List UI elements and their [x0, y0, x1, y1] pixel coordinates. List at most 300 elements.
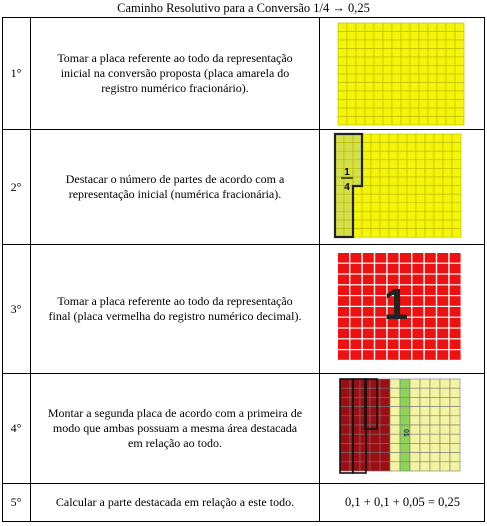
grid-cell: [335, 134, 344, 143]
grid-cell: [419, 91, 428, 100]
grid-cell: [392, 32, 401, 41]
grid-cell: [356, 117, 365, 126]
step-description: Destacar o número de partes de acordo com a representação inicial (numérica fracionária).: [65, 172, 285, 201]
grid-cell: [416, 143, 425, 152]
red-square: [375, 264, 386, 274]
red-square: [338, 350, 349, 360]
red-square: [425, 296, 436, 306]
grid-cell: [450, 443, 460, 452]
grid-cell: [407, 220, 416, 229]
grid-cell: [353, 168, 362, 177]
red-square: [363, 350, 374, 360]
grid-cell: [434, 203, 443, 212]
red-square: [412, 264, 423, 274]
grid-cell: [425, 229, 434, 238]
grid-cell: [416, 203, 425, 212]
grid-cell: [360, 434, 370, 443]
red-square: [400, 339, 411, 349]
grid-cell: [356, 100, 365, 109]
grid-cell: [450, 453, 460, 462]
grid-cell: [410, 108, 419, 117]
grid-cell: [347, 117, 356, 126]
grid-cell: [443, 134, 452, 143]
grid-cell: [401, 40, 410, 49]
grid-cell: [425, 143, 434, 152]
grid-cell: [370, 407, 380, 416]
grid-cell: [389, 151, 398, 160]
grid-cell: [401, 57, 410, 66]
grid-cell: [365, 117, 374, 126]
grid-cell: [419, 108, 428, 117]
grid-cell: [380, 397, 390, 406]
grid-cell: [350, 462, 360, 471]
grid-cell: [434, 177, 443, 186]
grid-cell: [419, 83, 428, 92]
grid-cell: [420, 462, 430, 471]
grid-cell: [420, 416, 430, 425]
grid-cell: [390, 379, 400, 388]
grid-cell: [419, 49, 428, 58]
grid-cell: [374, 66, 383, 75]
grid-cell: [347, 108, 356, 117]
grid-cell: [365, 23, 374, 32]
grid-cell: [383, 40, 392, 49]
grid-cell: [446, 23, 455, 32]
grid-cell: [446, 117, 455, 126]
grid-cell: [419, 32, 428, 41]
grid-cell: [440, 434, 450, 443]
grid-cell: [434, 220, 443, 229]
grid-cell: [425, 203, 434, 212]
grid-cell: [434, 151, 443, 160]
grid-cell: [450, 388, 460, 397]
grid-cell: [380, 203, 389, 212]
grid-cell: [407, 134, 416, 143]
grid-cell: [410, 32, 419, 41]
grid-cell: [428, 66, 437, 75]
grid-cell: [338, 83, 347, 92]
red-square: [412, 350, 423, 360]
red-square: [450, 296, 461, 306]
grid-cell: [344, 203, 353, 212]
grid-cell: [450, 379, 460, 388]
grid-cell: [455, 32, 464, 41]
grid-cell: [428, 100, 437, 109]
grid-cell: [410, 443, 420, 452]
grid-cell: [400, 443, 410, 452]
grid-cell: [360, 453, 370, 462]
grid-cell: [383, 74, 392, 83]
red-square: [350, 275, 361, 285]
red-square: [450, 339, 461, 349]
grid-cell: [440, 416, 450, 425]
grid-cell: [420, 453, 430, 462]
grid-cell: [353, 134, 362, 143]
grid-cell: [450, 407, 460, 416]
grid-cell: [380, 168, 389, 177]
grid-cell: [443, 220, 452, 229]
fraction-denominator: 4: [344, 182, 350, 193]
grid-cell: [446, 100, 455, 109]
grid-cell: [370, 388, 380, 397]
grid-cell: [371, 168, 380, 177]
grid-cell: [455, 66, 464, 75]
grid-cell: [344, 143, 353, 152]
grid-cell: [443, 194, 452, 203]
grid-cell: [370, 462, 380, 471]
grid-cell: [370, 397, 380, 406]
grid-cell: [340, 379, 350, 388]
red-square: [388, 253, 399, 263]
grid-cell: [362, 177, 371, 186]
grid-cell: [452, 143, 461, 152]
conversion-table: [2, 0, 485, 522]
grid-cell: [374, 74, 383, 83]
grid-cell: [380, 177, 389, 186]
grid-cell: [350, 397, 360, 406]
grid-cell: [434, 211, 443, 220]
grid-cell: [335, 194, 344, 203]
grid-cell: [335, 186, 344, 195]
grid-cell: [440, 397, 450, 406]
grid-cell: [338, 32, 347, 41]
grid-cell: [335, 160, 344, 169]
grid-cell: [356, 32, 365, 41]
grid-cell: [374, 49, 383, 58]
grid-cell: [434, 186, 443, 195]
grid-cell: [353, 151, 362, 160]
grid-cell: [360, 462, 370, 471]
grid-cell: [410, 66, 419, 75]
red-square: [375, 253, 386, 263]
grid-cell: [452, 203, 461, 212]
grid-cell: [380, 462, 390, 471]
red-square: [338, 253, 349, 263]
grid-cell: [443, 203, 452, 212]
red-square: [338, 318, 349, 328]
grid-cell: [398, 186, 407, 195]
grid-cell: [335, 203, 344, 212]
grid-cell: [390, 425, 400, 434]
grid-cell: [401, 32, 410, 41]
grid-cell: [353, 160, 362, 169]
red-square: [412, 339, 423, 349]
red-square: [437, 253, 448, 263]
grid-cell: [410, 57, 419, 66]
grid-cell: [392, 74, 401, 83]
grid-cell: [383, 83, 392, 92]
grid-cell: [452, 211, 461, 220]
grid-cell: [430, 425, 440, 434]
grid-cell: [380, 443, 390, 452]
grid-cell: [455, 83, 464, 92]
red-square: [350, 253, 361, 263]
grid-cell: [410, 425, 420, 434]
grid-cell: [452, 220, 461, 229]
grid-cell: [437, 57, 446, 66]
grid-cell: [443, 143, 452, 152]
grid-cell: [440, 407, 450, 416]
grid-cell: [410, 100, 419, 109]
red-square: [437, 296, 448, 306]
grid-cell: [392, 83, 401, 92]
step-description: Tomar a placa referente ao todo da representação final (placa vermelha do registro numérico decimal).: [48, 294, 302, 323]
grid-cell: [374, 108, 383, 117]
grid-cell: [389, 194, 398, 203]
grid-cell: [392, 23, 401, 32]
red-square: [450, 329, 461, 339]
grid-cell: [392, 91, 401, 100]
red-square: [425, 307, 436, 317]
grid-cell: [347, 40, 356, 49]
grid-cell: [362, 194, 371, 203]
grid-cell: [335, 220, 344, 229]
grid-cell: [353, 177, 362, 186]
grid-cell: [353, 211, 362, 220]
grid-cell: [370, 443, 380, 452]
grid-cell: [365, 83, 374, 92]
grid-cell: [390, 416, 400, 425]
red-square: [350, 285, 361, 295]
grid-cell: [419, 74, 428, 83]
red-square: [437, 285, 448, 295]
grid-cell: [407, 151, 416, 160]
red-square: [400, 264, 411, 274]
grid-cell: [416, 229, 425, 238]
grid-cell: [371, 194, 380, 203]
grid-cell: [440, 453, 450, 462]
grid-cell: [400, 462, 410, 471]
red-square: [437, 329, 448, 339]
grid-cell: [419, 117, 428, 126]
grid-cell: [450, 425, 460, 434]
grid-cell: [437, 49, 446, 58]
grid-cell: [437, 100, 446, 109]
grid-cell: [353, 194, 362, 203]
grid-cell: [430, 416, 440, 425]
grid-cell: [392, 108, 401, 117]
grid-cell: [365, 91, 374, 100]
grid-cell: [380, 160, 389, 169]
grid-cell: [410, 407, 420, 416]
grid-cell: [401, 23, 410, 32]
grid-cell: [407, 168, 416, 177]
grid-cell: [398, 151, 407, 160]
grid-cell: [434, 143, 443, 152]
grid-cell: [338, 91, 347, 100]
red-square: [400, 350, 411, 360]
grid-cell: [374, 40, 383, 49]
grid-cell: [338, 66, 347, 75]
grid-cell: [401, 49, 410, 58]
grid-cell: [390, 453, 400, 462]
grid-cell: [340, 388, 350, 397]
red-square: [375, 350, 386, 360]
grid-cell: [437, 83, 446, 92]
grid-cell: [338, 74, 347, 83]
grid-cell: [380, 211, 389, 220]
red-square: [350, 307, 361, 317]
grid-cell: [370, 379, 380, 388]
grid-cell: [401, 100, 410, 109]
grid-cell: [446, 57, 455, 66]
grid-cell: [430, 388, 440, 397]
grid-cell: [401, 83, 410, 92]
red-square: [363, 253, 374, 263]
red-square: [350, 339, 361, 349]
grid-cell: [425, 186, 434, 195]
grid-cell: [400, 388, 410, 397]
grid-cell: [425, 151, 434, 160]
grid-cell: [455, 40, 464, 49]
column-divider: [484, 17, 485, 522]
grid-cell: [344, 194, 353, 203]
step-description: Calcular a parte destacada em relação a este todo.: [55, 495, 295, 509]
grid-cell: [446, 49, 455, 58]
grid-cell: [452, 168, 461, 177]
grid-cell: [340, 453, 350, 462]
grid-cell: [425, 220, 434, 229]
grid-cell: [356, 40, 365, 49]
grid-cell: [419, 40, 428, 49]
red-square: [363, 307, 374, 317]
grid-cell: [425, 168, 434, 177]
grid-cell: [416, 160, 425, 169]
red-square: [425, 285, 436, 295]
grid-cell: [416, 220, 425, 229]
grid-cell: [383, 23, 392, 32]
grid-cell: [410, 117, 419, 126]
grid-cell: [374, 91, 383, 100]
grid-cell: [428, 23, 437, 32]
grid-cell: [340, 425, 350, 434]
grid-cell: [356, 23, 365, 32]
grid-cell: [380, 379, 390, 388]
red-square: [338, 275, 349, 285]
red-square: [363, 318, 374, 328]
red-square: [388, 339, 399, 349]
grid-cell: [452, 229, 461, 238]
grid-cell: [419, 100, 428, 109]
grid-cell: [380, 425, 390, 434]
red-square: [375, 329, 386, 339]
grid-cell: [338, 57, 347, 66]
grid-cell: [437, 108, 446, 117]
grid-cell: [356, 108, 365, 117]
grid-cell: [428, 57, 437, 66]
grid-cell: [365, 108, 374, 117]
grid-cell: [392, 49, 401, 58]
grid-cell: [390, 397, 400, 406]
grid-cell: [437, 91, 446, 100]
grid-cell: [380, 151, 389, 160]
grid-cell: [362, 134, 371, 143]
grid-cell: [398, 134, 407, 143]
grid-cell: [390, 434, 400, 443]
red-square: [388, 329, 399, 339]
red-square: [338, 296, 349, 306]
grid-cell: [419, 23, 428, 32]
grid-cell: [410, 83, 419, 92]
grid-cell: [443, 160, 452, 169]
red-square: [412, 329, 423, 339]
red-square: [450, 264, 461, 274]
step-description: Tomar a placa referente ao todo da representação inicial na conversão proposta (placa amarela do registro numérico fracionário).: [57, 51, 293, 95]
grid-cell: [410, 462, 420, 471]
grid-cell: [410, 388, 420, 397]
red-square: [363, 285, 374, 295]
grid-cell: [398, 229, 407, 238]
red-square: [350, 329, 361, 339]
grid-cell: [383, 117, 392, 126]
grid-cell: [344, 220, 353, 229]
grid-cell: [389, 211, 398, 220]
grid-cell: [350, 425, 360, 434]
red-square: [363, 296, 374, 306]
yellow-board-fraction-image: [331, 132, 466, 240]
grid-cell: [410, 379, 420, 388]
grid-cell: [347, 83, 356, 92]
grid-cell: [407, 186, 416, 195]
step-number: 3°: [10, 301, 22, 316]
grid-cell: [374, 32, 383, 41]
grid-cell: [455, 91, 464, 100]
grid-cell: [420, 443, 430, 452]
grid-cell: [407, 177, 416, 186]
grid-cell: [410, 434, 420, 443]
grid-cell: [347, 74, 356, 83]
grid-cell: [340, 443, 350, 452]
grid-cell: [347, 49, 356, 58]
step-description: Montar a segunda placa de acordo com a primeira de modo que ambas possuam a mesma área destacada em relação ao todo.: [47, 406, 303, 450]
red-square: [450, 253, 461, 263]
grid-cell: [420, 397, 430, 406]
grid-cell: [437, 66, 446, 75]
grid-cell: [428, 91, 437, 100]
grid-cell: [437, 32, 446, 41]
red-square: [450, 285, 461, 295]
grid-cell: [407, 143, 416, 152]
red-square: [412, 285, 423, 295]
grid-cell: [392, 40, 401, 49]
grid-cell: [446, 91, 455, 100]
grid-cell: [389, 186, 398, 195]
grid-cell: [446, 32, 455, 41]
grid-cell: [419, 66, 428, 75]
grid-cell: [398, 160, 407, 169]
grid-cell: [401, 91, 410, 100]
grid-cell: [407, 194, 416, 203]
grid-cell: [356, 83, 365, 92]
grid-cell: [443, 151, 452, 160]
grid-cell: [353, 203, 362, 212]
grid-cell: [374, 100, 383, 109]
grid-cell: [389, 134, 398, 143]
grid-cell: [416, 151, 425, 160]
grid-cell: [344, 211, 353, 220]
grid-cell: [362, 186, 371, 195]
grid-cell: [380, 220, 389, 229]
grid-cell: [383, 49, 392, 58]
grid-cell: [371, 220, 380, 229]
grid-cell: [410, 397, 420, 406]
grid-cell: [452, 177, 461, 186]
grid-cell: [428, 40, 437, 49]
grid-cell: [407, 211, 416, 220]
grid-cell: [401, 117, 410, 126]
red-square: [450, 350, 461, 360]
grid-cell: [452, 186, 461, 195]
